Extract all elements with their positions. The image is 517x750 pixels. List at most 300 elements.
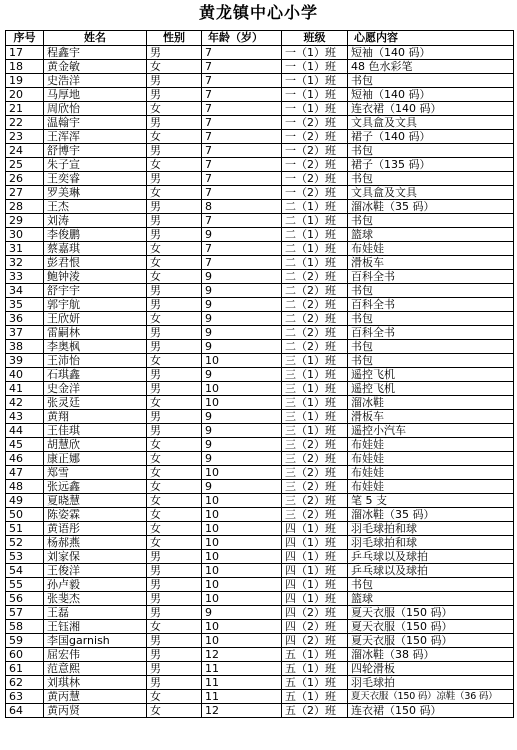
cell-class: 四（1）班: [282, 578, 348, 592]
header-age: 年龄（岁）: [202, 31, 282, 46]
cell-name: 史浩洋: [44, 74, 147, 88]
cell-gender: 男: [147, 410, 202, 424]
cell-wish: 滑板车: [348, 410, 514, 424]
header-gender: 性别: [147, 31, 202, 46]
cell-no: 52: [6, 536, 44, 550]
table-row: [6, 228, 514, 242]
table-row: [6, 382, 514, 396]
cell-wish: 篮球: [348, 592, 514, 606]
cell-class: 三（1）班: [282, 354, 348, 368]
cell-class: 二（2）班: [282, 340, 348, 354]
cell-age: 7: [202, 186, 282, 200]
table-row: [6, 704, 514, 718]
cell-name: 李俊鹏: [44, 228, 147, 242]
cell-class: 四（1）班: [282, 536, 348, 550]
cell-age: 9: [202, 340, 282, 354]
table-row: [6, 172, 514, 186]
cell-gender: 女: [147, 396, 202, 410]
cell-name: 雷嗣林: [44, 326, 147, 340]
cell-name: 黄丙贤: [44, 704, 147, 718]
cell-wish: 遥控小汽车: [348, 424, 514, 438]
cell-class: 一（2）班: [282, 144, 348, 158]
cell-age: 9: [202, 298, 282, 312]
cell-class: 一（2）班: [282, 130, 348, 144]
cell-name: 王奕睿: [44, 172, 147, 186]
cell-gender: 女: [147, 508, 202, 522]
cell-class: 四（1）班: [282, 522, 348, 536]
cell-no: 47: [6, 466, 44, 480]
table-row: [6, 214, 514, 228]
cell-age: 9: [202, 480, 282, 494]
cell-class: 四（1）班: [282, 550, 348, 564]
cell-gender: 男: [147, 214, 202, 228]
cell-no: 17: [6, 46, 44, 60]
cell-age: 7: [202, 158, 282, 172]
table-row: [6, 424, 514, 438]
cell-class: 三（1）班: [282, 410, 348, 424]
cell-class: 三（2）班: [282, 480, 348, 494]
cell-name: 舒博宇: [44, 144, 147, 158]
cell-gender: 男: [147, 564, 202, 578]
cell-class: 三（2）班: [282, 508, 348, 522]
cell-no: 48: [6, 480, 44, 494]
cell-gender: 女: [147, 536, 202, 550]
table-header-row: [6, 31, 514, 46]
cell-age: 9: [202, 270, 282, 284]
cell-name: 王佳琪: [44, 424, 147, 438]
cell-class: 一（1）班: [282, 102, 348, 116]
cell-wish: 布娃娃: [348, 452, 514, 466]
cell-name: 黄语彤: [44, 522, 147, 536]
cell-age: 7: [202, 256, 282, 270]
cell-no: 38: [6, 340, 44, 354]
table-row: [6, 158, 514, 172]
cell-no: 31: [6, 242, 44, 256]
cell-age: 11: [202, 690, 282, 704]
table-row: [6, 592, 514, 606]
cell-age: 9: [202, 284, 282, 298]
table-row: [6, 326, 514, 340]
table-row: [6, 564, 514, 578]
cell-name: 王沛怡: [44, 354, 147, 368]
cell-class: 三（1）班: [282, 396, 348, 410]
cell-age: 8: [202, 200, 282, 214]
table-row: [6, 480, 514, 494]
cell-name: 陈姿霖: [44, 508, 147, 522]
cell-name: 李国garnish: [44, 634, 147, 648]
cell-gender: 女: [147, 60, 202, 74]
cell-age: 10: [202, 592, 282, 606]
cell-wish: 书包: [348, 354, 514, 368]
cell-class: 五（1）班: [282, 662, 348, 676]
page-title: 黄龙镇中心小学: [198, 3, 318, 22]
table-row: [6, 536, 514, 550]
cell-class: 四（1）班: [282, 564, 348, 578]
cell-gender: 男: [147, 424, 202, 438]
cell-no: 54: [6, 564, 44, 578]
cell-name: 王浑浑: [44, 130, 147, 144]
cell-wish: 书包: [348, 312, 514, 326]
cell-gender: 男: [147, 606, 202, 620]
cell-wish: 四轮滑板: [348, 662, 514, 676]
cell-wish: 书包: [348, 340, 514, 354]
cell-age: 7: [202, 172, 282, 186]
cell-no: 41: [6, 382, 44, 396]
table-row: [6, 130, 514, 144]
table-row: [6, 88, 514, 102]
cell-wish: 溜冰鞋: [348, 396, 514, 410]
cell-age: 9: [202, 452, 282, 466]
cell-wish: 夏天衣服（150 码）凉鞋（36 码）: [348, 690, 514, 704]
cell-name: 王磊: [44, 606, 147, 620]
cell-gender: 女: [147, 620, 202, 634]
table-row: [6, 508, 514, 522]
cell-name: 王杰: [44, 200, 147, 214]
cell-gender: 女: [147, 480, 202, 494]
cell-class: 一（2）班: [282, 186, 348, 200]
cell-name: 夏晓慧: [44, 494, 147, 508]
table-row: [6, 284, 514, 298]
cell-wish: 布娃娃: [348, 242, 514, 256]
cell-no: 58: [6, 620, 44, 634]
cell-class: 二（1）班: [282, 256, 348, 270]
cell-age: 7: [202, 60, 282, 74]
table-row: [6, 578, 514, 592]
cell-no: 55: [6, 578, 44, 592]
cell-name: 王俊洋: [44, 564, 147, 578]
cell-class: 二（1）班: [282, 242, 348, 256]
cell-gender: 女: [147, 186, 202, 200]
cell-age: 7: [202, 144, 282, 158]
cell-wish: 百科全书: [348, 298, 514, 312]
header-no: 序号: [6, 31, 44, 46]
cell-age: 7: [202, 46, 282, 60]
table-row: [6, 144, 514, 158]
cell-class: 三（1）班: [282, 382, 348, 396]
cell-name: 杨郝燕: [44, 536, 147, 550]
cell-gender: 女: [147, 690, 202, 704]
table-row: [6, 102, 514, 116]
cell-class: 四（1）班: [282, 592, 348, 606]
cell-age: 10: [202, 536, 282, 550]
cell-class: 二（1）班: [282, 214, 348, 228]
cell-age: 7: [202, 88, 282, 102]
table-row: [6, 340, 514, 354]
cell-wish: 48 色水彩笔: [348, 60, 514, 74]
cell-no: 63: [6, 690, 44, 704]
cell-age: 7: [202, 214, 282, 228]
cell-age: 11: [202, 662, 282, 676]
cell-age: 10: [202, 508, 282, 522]
cell-wish: 书包: [348, 144, 514, 158]
cell-no: 57: [6, 606, 44, 620]
cell-gender: 女: [147, 522, 202, 536]
cell-wish: 笔 5 支: [348, 494, 514, 508]
cell-gender: 男: [147, 676, 202, 690]
cell-name: 程鑫宇: [44, 46, 147, 60]
cell-class: 五（1）班: [282, 676, 348, 690]
cell-no: 40: [6, 368, 44, 382]
cell-no: 42: [6, 396, 44, 410]
header-wish: 心愿内容: [348, 31, 514, 46]
cell-gender: 男: [147, 228, 202, 242]
cell-gender: 女: [147, 438, 202, 452]
cell-no: 49: [6, 494, 44, 508]
cell-age: 10: [202, 382, 282, 396]
cell-age: 7: [202, 130, 282, 144]
cell-gender: 男: [147, 326, 202, 340]
cell-wish: 滑板车: [348, 256, 514, 270]
cell-no: 19: [6, 74, 44, 88]
cell-age: 7: [202, 116, 282, 130]
cell-gender: 男: [147, 88, 202, 102]
cell-no: 30: [6, 228, 44, 242]
cell-class: 二（1）班: [282, 228, 348, 242]
cell-age: 9: [202, 606, 282, 620]
cell-age: 10: [202, 564, 282, 578]
cell-gender: 女: [147, 242, 202, 256]
cell-wish: 篮球: [348, 228, 514, 242]
cell-class: 二（1）班: [282, 200, 348, 214]
cell-no: 20: [6, 88, 44, 102]
cell-name: 李奥枫: [44, 340, 147, 354]
table-row: [6, 74, 514, 88]
table-row: [6, 522, 514, 536]
wish-list-table: [5, 30, 514, 718]
cell-class: 三（1）班: [282, 424, 348, 438]
cell-wish: 文具盒及文具: [348, 186, 514, 200]
cell-wish: 遥控飞机: [348, 382, 514, 396]
cell-no: 59: [6, 634, 44, 648]
cell-no: 44: [6, 424, 44, 438]
cell-class: 四（2）班: [282, 634, 348, 648]
cell-class: 一（2）班: [282, 172, 348, 186]
cell-age: 7: [202, 74, 282, 88]
table-row: [6, 550, 514, 564]
table-row: [6, 368, 514, 382]
cell-no: 34: [6, 284, 44, 298]
cell-class: 二（2）班: [282, 270, 348, 284]
cell-no: 26: [6, 172, 44, 186]
cell-wish: 夏天衣服（150 码）: [348, 620, 514, 634]
cell-class: 一（2）班: [282, 158, 348, 172]
table-row: [6, 466, 514, 480]
table-row: [6, 662, 514, 676]
cell-gender: 男: [147, 648, 202, 662]
cell-no: 46: [6, 452, 44, 466]
cell-age: 9: [202, 326, 282, 340]
cell-class: 四（2）班: [282, 606, 348, 620]
cell-no: 50: [6, 508, 44, 522]
cell-age: 11: [202, 676, 282, 690]
cell-wish: 羽毛球拍和球: [348, 536, 514, 550]
cell-no: 24: [6, 144, 44, 158]
cell-no: 33: [6, 270, 44, 284]
cell-name: 王钰湘: [44, 620, 147, 634]
table-row: [6, 438, 514, 452]
cell-name: 蔡嘉琪: [44, 242, 147, 256]
cell-gender: 男: [147, 298, 202, 312]
cell-name: 王欣妍: [44, 312, 147, 326]
cell-class: 一（1）班: [282, 46, 348, 60]
cell-no: 39: [6, 354, 44, 368]
cell-wish: 乒乓球以及球拍: [348, 564, 514, 578]
cell-class: 二（2）班: [282, 298, 348, 312]
cell-no: 32: [6, 256, 44, 270]
cell-gender: 男: [147, 340, 202, 354]
cell-name: 张灵廷: [44, 396, 147, 410]
table-row: [6, 676, 514, 690]
cell-no: 35: [6, 298, 44, 312]
cell-gender: 男: [147, 578, 202, 592]
cell-wish: 布娃娃: [348, 438, 514, 452]
cell-wish: 书包: [348, 578, 514, 592]
cell-age: 9: [202, 368, 282, 382]
table-row: [6, 270, 514, 284]
cell-gender: 男: [147, 46, 202, 60]
cell-gender: 女: [147, 270, 202, 284]
cell-age: 9: [202, 410, 282, 424]
cell-no: 37: [6, 326, 44, 340]
cell-gender: 男: [147, 116, 202, 130]
cell-wish: 百科全书: [348, 326, 514, 340]
table-row: [6, 452, 514, 466]
cell-name: 范意熙: [44, 662, 147, 676]
cell-class: 二（2）班: [282, 312, 348, 326]
cell-name: 屈宏伟: [44, 648, 147, 662]
cell-wish: 连衣裙（140 码）: [348, 102, 514, 116]
table-row: [6, 116, 514, 130]
cell-gender: 男: [147, 172, 202, 186]
cell-name: 史金洋: [44, 382, 147, 396]
cell-name: 舒宇宇: [44, 284, 147, 298]
cell-wish: 溜冰鞋（38 码）: [348, 648, 514, 662]
cell-name: 黄翔: [44, 410, 147, 424]
cell-age: 10: [202, 396, 282, 410]
cell-name: 孙卢毅: [44, 578, 147, 592]
cell-gender: 女: [147, 102, 202, 116]
cell-name: 温翰宇: [44, 116, 147, 130]
cell-age: 10: [202, 620, 282, 634]
table-row: [6, 186, 514, 200]
cell-class: 五（1）班: [282, 648, 348, 662]
cell-name: 张远鑫: [44, 480, 147, 494]
table-row: [6, 410, 514, 424]
cell-wish: 溜冰鞋（35 码）: [348, 200, 514, 214]
cell-gender: 男: [147, 550, 202, 564]
cell-no: 23: [6, 130, 44, 144]
cell-age: 9: [202, 228, 282, 242]
cell-gender: 女: [147, 158, 202, 172]
cell-gender: 女: [147, 312, 202, 326]
cell-class: 二（2）班: [282, 326, 348, 340]
cell-wish: 书包: [348, 214, 514, 228]
cell-no: 51: [6, 522, 44, 536]
cell-gender: 女: [147, 466, 202, 480]
cell-gender: 男: [147, 200, 202, 214]
cell-age: 7: [202, 102, 282, 116]
cell-wish: 遥控飞机: [348, 368, 514, 382]
cell-no: 27: [6, 186, 44, 200]
table-row: [6, 494, 514, 508]
cell-age: 12: [202, 648, 282, 662]
cell-name: 罗美琳: [44, 186, 147, 200]
cell-wish: 连衣裙（150 码）: [348, 704, 514, 718]
cell-age: 10: [202, 634, 282, 648]
table-row: [6, 312, 514, 326]
cell-class: 一（1）班: [282, 74, 348, 88]
cell-class: 一（2）班: [282, 116, 348, 130]
cell-no: 25: [6, 158, 44, 172]
table-row: [6, 690, 514, 704]
cell-wish: 短袖（140 码）: [348, 46, 514, 60]
cell-class: 三（2）班: [282, 452, 348, 466]
cell-name: 张斐杰: [44, 592, 147, 606]
cell-name: 周欣怡: [44, 102, 147, 116]
table-row: [6, 648, 514, 662]
cell-class: 三（1）班: [282, 368, 348, 382]
cell-no: 28: [6, 200, 44, 214]
table-row: [6, 242, 514, 256]
cell-name: 黄金敏: [44, 60, 147, 74]
table-row: [6, 634, 514, 648]
cell-gender: 女: [147, 256, 202, 270]
cell-name: 刘涛: [44, 214, 147, 228]
cell-class: 三（2）班: [282, 494, 348, 508]
table-body: [6, 46, 514, 718]
table-row: [6, 256, 514, 270]
cell-gender: 男: [147, 634, 202, 648]
cell-wish: 裙子（135 码）: [348, 158, 514, 172]
cell-no: 61: [6, 662, 44, 676]
cell-gender: 男: [147, 284, 202, 298]
cell-name: 马厚地: [44, 88, 147, 102]
cell-age: 10: [202, 522, 282, 536]
cell-name: 彭君恨: [44, 256, 147, 270]
cell-wish: 布娃娃: [348, 466, 514, 480]
cell-wish: 溜冰鞋（35 码）: [348, 508, 514, 522]
cell-no: 36: [6, 312, 44, 326]
cell-class: 三（2）班: [282, 466, 348, 480]
cell-no: 21: [6, 102, 44, 116]
cell-age: 10: [202, 494, 282, 508]
cell-age: 9: [202, 424, 282, 438]
cell-age: 10: [202, 578, 282, 592]
cell-name: 鲍钟淩: [44, 270, 147, 284]
cell-wish: 裙子（140 码）: [348, 130, 514, 144]
table-row: [6, 60, 514, 74]
table-row: [6, 46, 514, 60]
cell-wish: 羽毛球拍: [348, 676, 514, 690]
cell-wish: 短袖（140 码）: [348, 88, 514, 102]
cell-no: 60: [6, 648, 44, 662]
cell-wish: 布娃娃: [348, 480, 514, 494]
cell-age: 9: [202, 438, 282, 452]
cell-name: 黄丙慧: [44, 690, 147, 704]
cell-no: 64: [6, 704, 44, 718]
cell-age: 10: [202, 354, 282, 368]
table-row: [6, 298, 514, 312]
table-row: [6, 396, 514, 410]
cell-no: 29: [6, 214, 44, 228]
cell-gender: 男: [147, 368, 202, 382]
cell-name: 郭宇航: [44, 298, 147, 312]
cell-no: 22: [6, 116, 44, 130]
cell-gender: 女: [147, 704, 202, 718]
cell-class: 三（2）班: [282, 438, 348, 452]
header-name: 姓名: [44, 31, 147, 46]
cell-wish: 书包: [348, 284, 514, 298]
